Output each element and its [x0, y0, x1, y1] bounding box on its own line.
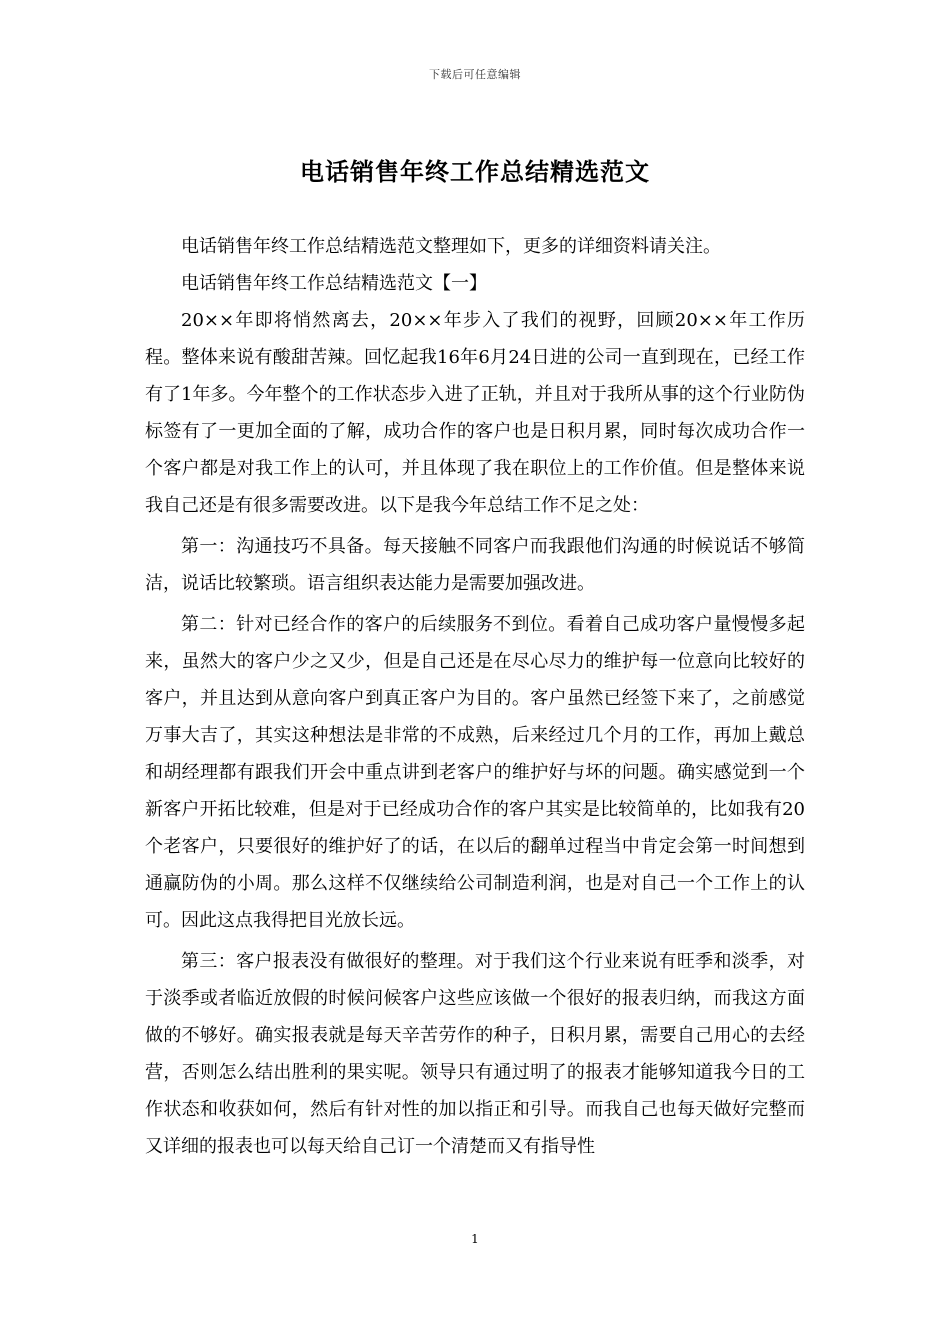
- section-heading-one: 电话销售年终工作总结精选范文【一】: [181, 273, 487, 294]
- body-paragraph-point-one: 第一：沟通技巧不具备。每天接触不同客户而我跟他们沟通的时候说话不够简洁，说话比较繁琐。语言组织表达能力是需要加强改进。: [145, 536, 805, 594]
- body-paragraph-point-three: 第三：客户报表没有做很好的整理。对于我们这个行业来说有旺季和淡季，对于淡季或者临近放假的时候问候客户这些应该做一个很好的报表归纳，而我这方面做的不够好。确实报表就是每天辛苦劳作的种子，日积月累，需要自己用心的去经营，否则怎么结出胜利的果实呢。领导只有通过明了的报表才能够知道我今日的工作状态和收获如何，然后有针对性的加以指正和引导。而我自己也每天做好完整而又详细的报表也可以每天给自己订一个清楚而又有指导性: [145, 951, 805, 1157]
- intro-paragraph: 电话销售年终工作总结精选范文整理如下，更多的详细资料请关注。: [181, 236, 721, 257]
- page-number: 1: [471, 1232, 479, 1246]
- body-paragraph-point-two: 第二：针对已经合作的客户的后续服务不到位。看着自己成功客户量慢慢多起来，虽然大的客户少之又少，但是自己还是在尽心尽力的维护每一位意向比较好的客户，并且达到从意向客户到真正客户为目的。客户虽然已经签下来了，之前感觉万事大吉了，其实这种想法是非常的不成熟，后来经过几个月的工作，再加上戴总和胡经理都有跟我们开会中重点讲到老客户的维护好与坏的问题。确实感觉到一个新客户开拓比较难，但是对于已经成功合作的客户其实是比较简单的，比如我有20个老客户，只要很好的维护好了的话，在以后的翻单过程当中肯定会第一时间想到通赢防伪的小周。那么这样不仅继续给公司制造利润，也是对自己一个工作上的认可。因此这点我得把目光放长远。: [145, 614, 805, 931]
- body-paragraph-overview: 20××年即将悄然离去，20××年步入了我们的视野，回顾20××年工作历程。整体来说有酸甜苦辣。回忆起我16年6月24日进的公司一直到现在，已经工作有了1年多。今年整个的工作状态步入进了正轨，并且对于我所从事的这个行业防伪标签有了一更加全面的了解，成功合作的客户也是日积月累，同时每次成功合作一个客户都是对我工作上的认可，并且体现了我在职位上的工作价值。但是整体来说我自己还是有很多需要改进。以下是我今年总结工作不足之处：: [145, 310, 805, 516]
- document-title: 电话销售年终工作总结精选范文: [300, 157, 650, 186]
- header-note: 下载后可任意编辑: [429, 68, 521, 81]
- document-body: [145, 228, 805, 1165]
